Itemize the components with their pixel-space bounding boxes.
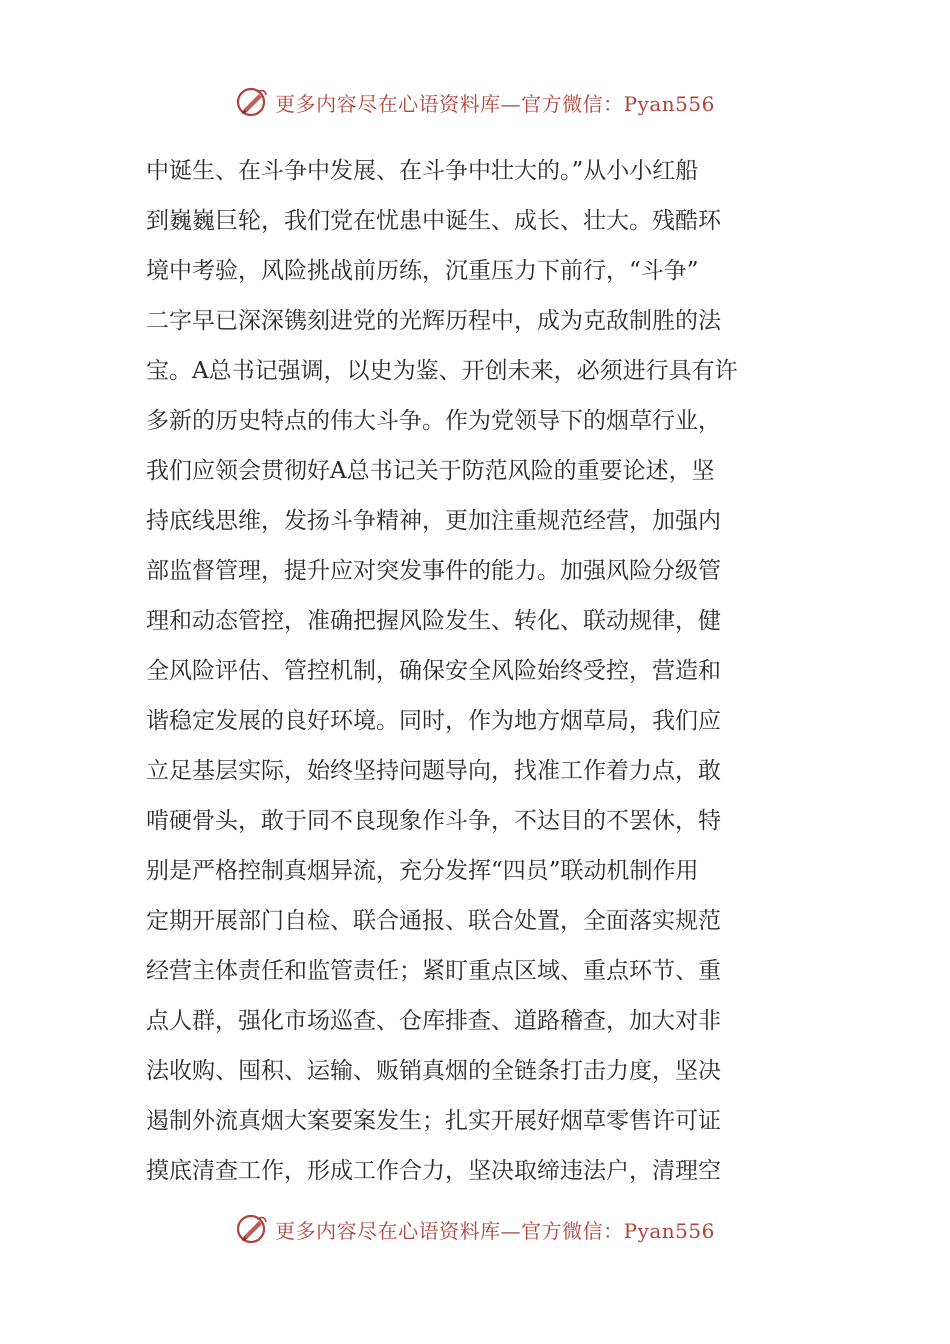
paragraph-line: 点人群，强化市场巡查、仓库排查、道路稽查，加大对非 (146, 1008, 721, 1034)
pen-logo-icon (235, 1212, 269, 1246)
paragraph-line: 全风险评估、管控机制，确保安全风险始终受控，营造和 (146, 658, 721, 684)
header-banner (0, 82, 950, 122)
paragraph-line: 到巍巍巨轮，我们党在忧患中诞生、成长、壮大。残酷环 (146, 208, 721, 234)
header-promo-text: 更多内容尽在心语资料库—官方微信：Pyan556 (275, 91, 715, 116)
paragraph-line: 境中考验，风险挑战前历练，沉重压力下前行，“斗争” (146, 258, 699, 284)
document-body (146, 146, 808, 1196)
paragraph-line: 摸底清查工作，形成工作合力，坚决取缔违法户，清理空 (146, 1158, 721, 1184)
paragraph-line: 别是严格控制真烟异流，充分发挥“四员”联动机制作用 (146, 858, 699, 884)
footer-promo-text: 更多内容尽在心语资料库—官方微信：Pyan556 (275, 1218, 715, 1243)
paragraph-line: 法收购、囤积、运输、贩销真烟的全链条打击力度，坚决 (146, 1058, 721, 1084)
paragraph-line: 宝。A总书记强调，以史为鉴、开创未来，必须进行具有许 (146, 358, 738, 384)
paragraph-line: 谐稳定发展的良好环境。同时，作为地方烟草局，我们应 (146, 708, 721, 734)
footer-banner (0, 1209, 950, 1249)
paragraph-line: 我们应领会贯彻好A总书记关于防范风险的重要论述，坚 (146, 458, 715, 484)
paragraph-line: 中诞生、在斗争中发展、在斗争中壮大的。”从小小红船 (146, 158, 699, 184)
paragraph-line: 经营主体责任和监管责任；紧盯重点区域、重点环节、重 (146, 958, 721, 984)
paragraph-line: 啃硬骨头，敢于同不良现象作斗争，不达目的不罢休，特 (146, 808, 721, 834)
paragraph-line: 定期开展部门自检、联合通报、联合处置，全面落实规范 (146, 908, 721, 934)
paragraph-line: 二字早已深深镌刻进党的光辉历程中，成为克敌制胜的法 (146, 308, 721, 334)
paragraph-line: 立足基层实际，始终坚持问题导向，找准工作着力点，敢 (146, 758, 721, 784)
paragraph-line: 遏制外流真烟大案要案发生；扎实开展好烟草零售许可证 (146, 1108, 721, 1134)
paragraph-line: 多新的历史特点的伟大斗争。作为党领导下的烟草行业， (146, 408, 721, 434)
pen-logo-icon (235, 85, 269, 119)
paragraph-line: 持底线思维，发扬斗争精神，更加注重规范经营，加强内 (146, 508, 721, 534)
paragraph-line: 理和动态管控，准确把握风险发生、转化、联动规律，健 (146, 608, 721, 634)
paragraph-line: 部监督管理，提升应对突发事件的能力。加强风险分级管 (146, 558, 721, 584)
